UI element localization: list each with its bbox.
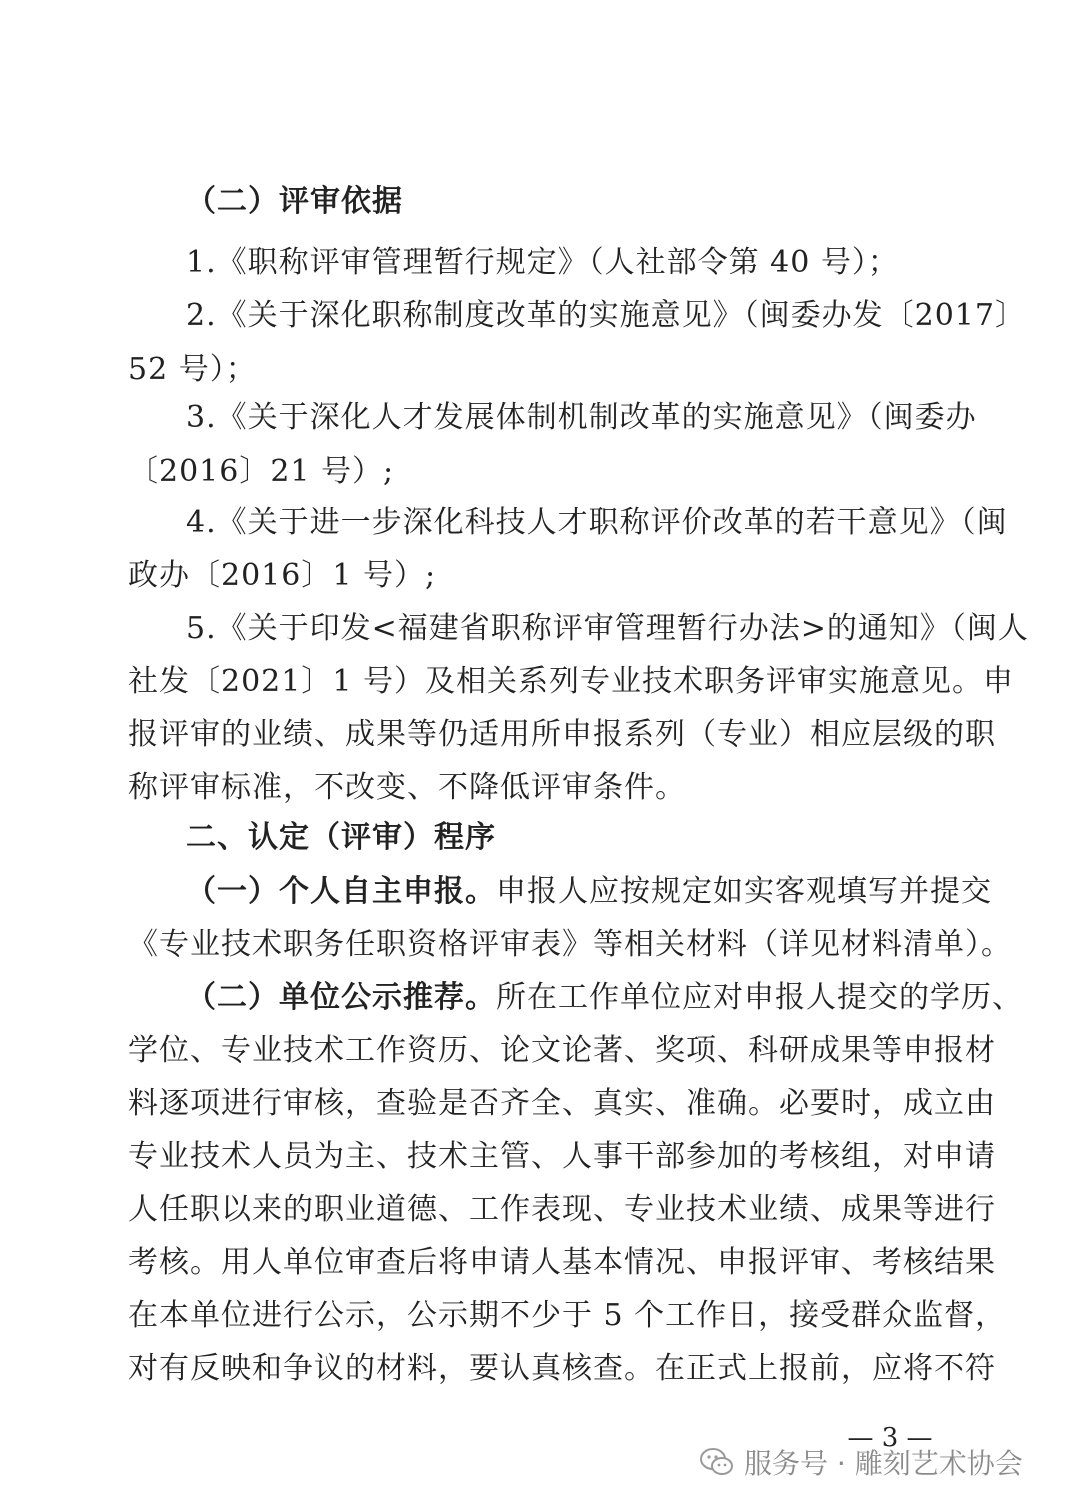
step2-label: （二）单位公示推荐。 [186,980,496,1015]
step2-line: 人任职以来的职业道德、工作表现、专业技术业绩、成果等进行 [128,1192,996,1227]
basis-item: 2.《关于深化职称制度改革的实施意见》（闽委办发〔2017〕 [186,298,1026,333]
basis-item: 5.《关于印发<福建省职称评审管理暂行办法>的通知》（闽人 [186,611,1029,646]
step2-line: 考核。用人单位审查后将申请人基本情况、申报评审、考核结果 [128,1245,996,1280]
step1-text-continued: 《专业技术职务任职资格评审表》等相关材料（详见材料清单）。 [128,927,1012,962]
step1-paragraph [186,872,992,912]
basis-item: 3.《关于深化人才发展体制机制改革的实施意见》（闽委办 [186,400,977,435]
basis-item: 〔2016〕21 号）; [128,454,395,489]
wechat-icon [700,1447,734,1477]
step2-line: 对有反映和争议的材料，要认真核查。在正式上报前，应将不符 [128,1351,996,1386]
page-number: — 3 — [847,1423,933,1453]
step1-text: 申报人应按规定如实客观填写并提交 [496,874,992,909]
section-basis-heading: （二）评审依据 [186,184,403,219]
basis-item: 1.《职称评审管理暂行规定》（人社部令第 40 号）； [186,245,899,280]
basis-item: 4.《关于进一步深化科技人才职称评价改革的若干意见》（闽 [186,505,1008,540]
step2-text: 所在工作单位应对申报人提交的学历、 [496,980,1023,1015]
step1-label: （一）个人自主申报。 [186,874,496,909]
watermark [700,1440,1060,1484]
basis-item: 政办〔2016〕1 号）; [128,558,437,593]
basis-item: 社发〔2021〕1 号）及相关系列专业技术职务评审实施意见。申 [128,664,1014,699]
step2-line: 专业技术人员为主、技术主管、人事干部参加的考核组，对申请 [128,1139,996,1174]
watermark-text: 服务号 · 雕刻艺术协会 [744,1447,1023,1480]
procedure-heading: 二、认定（评审）程序 [186,820,496,855]
step2-paragraph [186,978,1023,1018]
basis-item: 报评审的业绩、成果等仍适用所申报系列（专业）相应层级的职 [128,717,996,752]
basis-item: 称评审标准，不改变、不降低评审条件。 [128,770,686,805]
step2-line: 学位、专业技术工作资历、论文论著、奖项、科研成果等申报材 [128,1033,996,1068]
basis-item: 52 号）； [128,352,257,387]
step2-line: 料逐项进行审核，查验是否齐全、真实、准确。必要时，成立由 [128,1086,996,1121]
step2-line: 在本单位进行公示，公示期不少于 5 个工作日，接受群众监督， [128,1298,1007,1333]
